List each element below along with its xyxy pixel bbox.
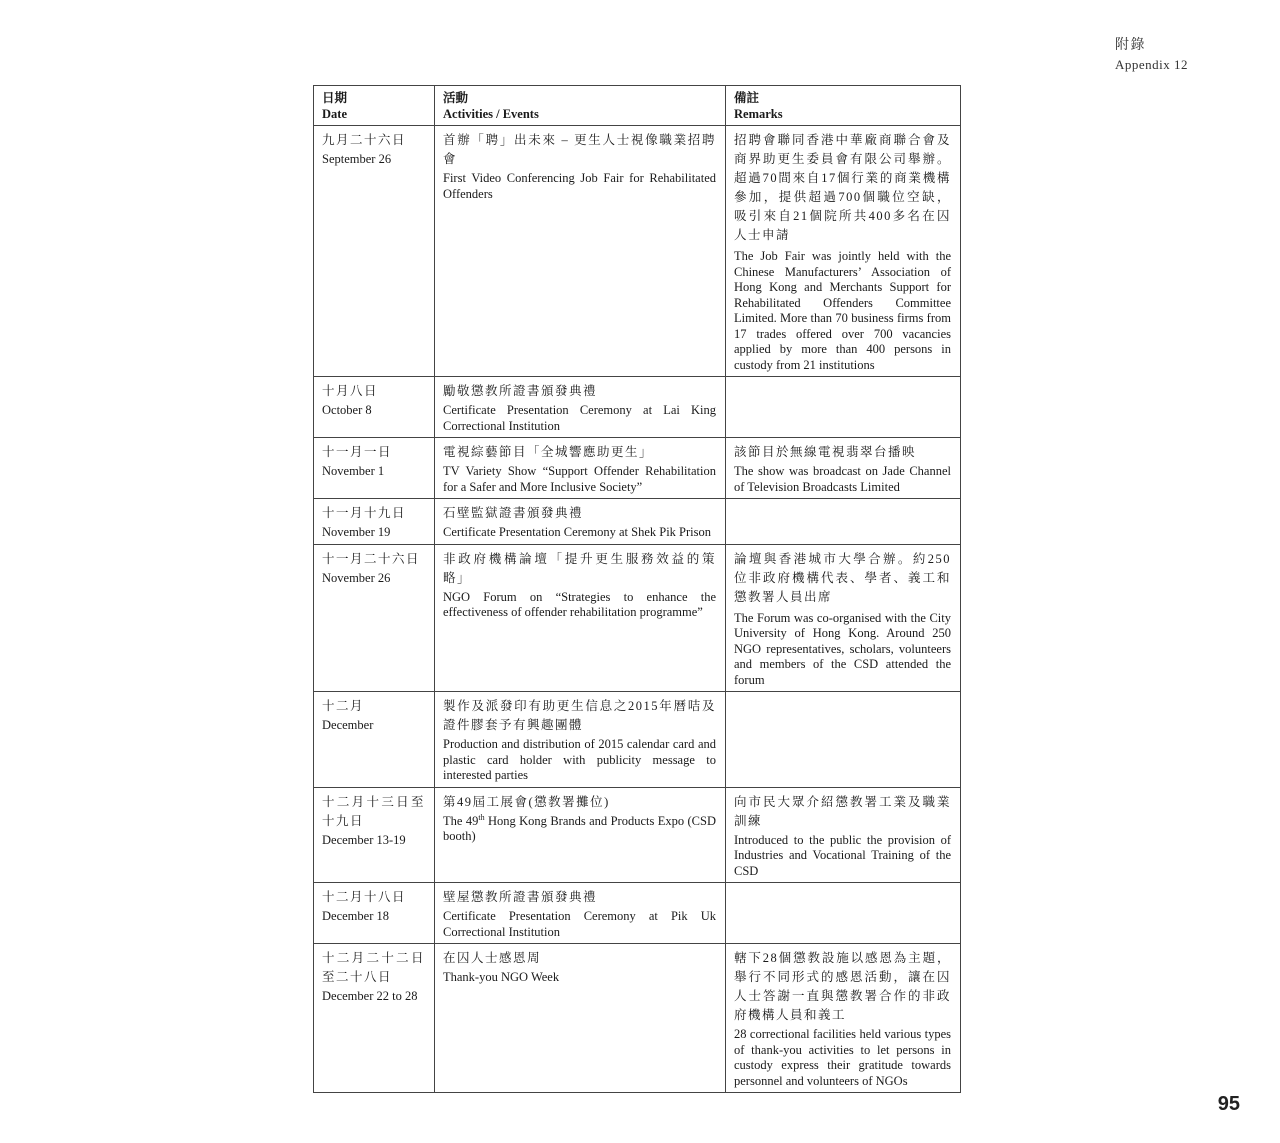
table-row [314, 787, 961, 883]
date-en: October 8 [322, 403, 372, 417]
table-row [314, 544, 961, 692]
date-zh: 十二月二十二日至二十八日 [322, 951, 425, 984]
table-row [314, 438, 961, 499]
remark-en: 28 correctional facilities held various types of thank-you activities to let persons in custody express their gratitude towards personnel and volunteers of NGOs [734, 1027, 951, 1088]
remark-en: The show was broadcast on Jade Channel of Television Broadcasts Limited [734, 464, 951, 494]
event-cell [435, 787, 726, 883]
event-en: NGO Forum on “Strategies to enhance the effectiveness of offender rehabilitation programme” [443, 589, 716, 619]
header-date-zh: 日期 [322, 91, 348, 105]
table-row [314, 126, 961, 377]
date-en: November 26 [322, 570, 391, 585]
date-zh: 十一月二十六日 [322, 551, 421, 566]
date-cell [314, 126, 435, 377]
date-zh: 九月二十六日 [322, 133, 407, 147]
event-zh: 首辦「聘」出未來 – 更生人士視像職業招聘會 [443, 133, 716, 166]
date-en: December [322, 718, 374, 732]
event-zh: 第49屆工展會(懲教署攤位) [443, 794, 610, 809]
date-en: December 22 to 28 [322, 989, 418, 1003]
appendix-label-zh: 附錄 [1114, 38, 1146, 53]
date-cell [314, 438, 435, 499]
event-en: Certificate Presentation Ceremony at Lai King Correctional Institution [443, 403, 716, 433]
date-zh: 十二月 [322, 699, 365, 713]
date-cell [314, 944, 435, 1093]
event-en: Thank-you NGO Week [443, 970, 560, 984]
remark-cell [726, 377, 961, 438]
remark-zh: 向市民大眾介紹懲教署工業及職業訓練 [734, 794, 951, 828]
remark-zh: 招聘會聯同香港中華廠商聯合會及商界助更生委員會有限公司舉辦。超過70間來自17個行業的商業機構參加，提供超過700個職位空缺，吸引來自21個院所共400多名在囚人士申請 [734, 133, 951, 242]
event-zh: 非政府機構論壇「提升更生服務效益的策略」 [443, 551, 716, 585]
event-zh: 電視綜藝節目「全城響應助更生」 [443, 445, 654, 459]
event-en: Certificate Presentation Ceremony at Shek Pik Prison [443, 525, 712, 539]
header-remarks-zh: 備註 [734, 91, 760, 105]
ordinal-suffix: th [478, 812, 485, 822]
remark-cell [726, 499, 961, 545]
header-remarks [726, 86, 961, 126]
date-cell [314, 544, 435, 692]
event-en: The 49th Hong Kong Brands and Products Expo (CSD booth) [443, 812, 716, 843]
date-zh: 十二月十三日至十九日 [322, 794, 425, 828]
header-date-en: Date [322, 106, 347, 121]
date-cell [314, 499, 435, 545]
remark-zh: 轄下28個懲教設施以感恩為主題，舉行不同形式的感恩活動，讓在囚人士答謝一直與懲教署合作的非政府機構人員和義工 [734, 951, 951, 1022]
event-cell [435, 438, 726, 499]
date-en: November 19 [322, 525, 391, 539]
header-date [314, 86, 435, 126]
date-zh: 十一月十九日 [322, 506, 407, 520]
event-cell [435, 692, 726, 788]
date-en: December 13-19 [322, 832, 406, 847]
remark-cell [726, 944, 961, 1093]
header-remarks-en: Remarks [734, 106, 783, 121]
remark-en: Introduced to the public the provision of Industries and Vocational Training of the CSD [734, 832, 951, 878]
event-zh: 壁屋懲教所證書頒發典禮 [443, 890, 598, 904]
remark-cell [726, 787, 961, 883]
date-zh: 十二月十八日 [322, 890, 407, 904]
event-cell [435, 499, 726, 545]
event-cell [435, 883, 726, 944]
remark-en: The Job Fair was jointly held with the Chinese Manufacturers’ Association of Hong Kong and Merchants Support for Rehabilitated Offenders Committee Limited. More than 70 business firms from 17 trades offered over 700 vacancies applied by more than 400 persons in custody from 21 institutions [734, 249, 951, 372]
date-zh: 十月八日 [322, 384, 379, 398]
remark-cell [726, 544, 961, 692]
table-header-row [314, 86, 961, 126]
event-cell [435, 944, 726, 1093]
date-zh: 十一月一日 [322, 445, 393, 459]
event-cell [435, 377, 726, 438]
event-cell [435, 544, 726, 692]
event-zh: 石壁監獄證書頒發典禮 [443, 506, 584, 520]
page-number: 95 [1217, 1093, 1240, 1115]
remark-cell [726, 692, 961, 788]
table-row [314, 692, 961, 788]
date-en: November 1 [322, 464, 385, 478]
event-zh: 勵敬懲教所證書頒發典禮 [443, 384, 598, 398]
remark-cell [726, 883, 961, 944]
date-en: September 26 [322, 152, 392, 166]
remark-cell [726, 126, 961, 377]
remark-zh: 該節目於無線電視翡翠台播映 [734, 445, 917, 459]
remark-zh: 論壇與香港城市大學合辦。約250位非政府機構代表、學者、義工和懲教署人員出席 [734, 551, 951, 604]
event-en: First Video Conferencing Job Fair for Rehabilitated Offenders [443, 171, 716, 201]
appendix-label [1115, 36, 1188, 73]
remark-cell [726, 438, 961, 499]
date-cell [314, 692, 435, 788]
events-table [313, 85, 961, 1093]
table-row [314, 377, 961, 438]
appendix-label-en: Appendix 12 [1114, 57, 1188, 72]
event-en: Production and distribution of 2015 calendar card and plastic card holder with publicity message to interested parties [443, 737, 716, 782]
event-en: Certificate Presentation Ceremony at Pik Uk Correctional Institution [443, 909, 716, 939]
header-activities-zh: 活動 [443, 91, 469, 105]
remark-en: The Forum was co-organised with the City University of Hong Kong. Around 250 NGO representatives, scholars, volunteers and members of the CSD attended the forum [734, 610, 951, 687]
event-zh: 在囚人士感恩周 [443, 951, 542, 965]
date-cell [314, 787, 435, 883]
header-activities-en: Activities / Events [443, 106, 539, 121]
date-cell [314, 377, 435, 438]
table-row [314, 883, 961, 944]
date-en: December 18 [322, 909, 389, 923]
event-zh: 製作及派發印有助更生信息之2015年曆咭及證件膠套予有興趣團體 [443, 699, 716, 732]
event-en: TV Variety Show “Support Offender Rehabilitation for a Safer and More Inclusive Society” [443, 464, 716, 494]
table-row [314, 944, 961, 1093]
date-cell [314, 883, 435, 944]
header-activities [435, 86, 726, 126]
table-row [314, 499, 961, 545]
event-cell [435, 126, 726, 377]
